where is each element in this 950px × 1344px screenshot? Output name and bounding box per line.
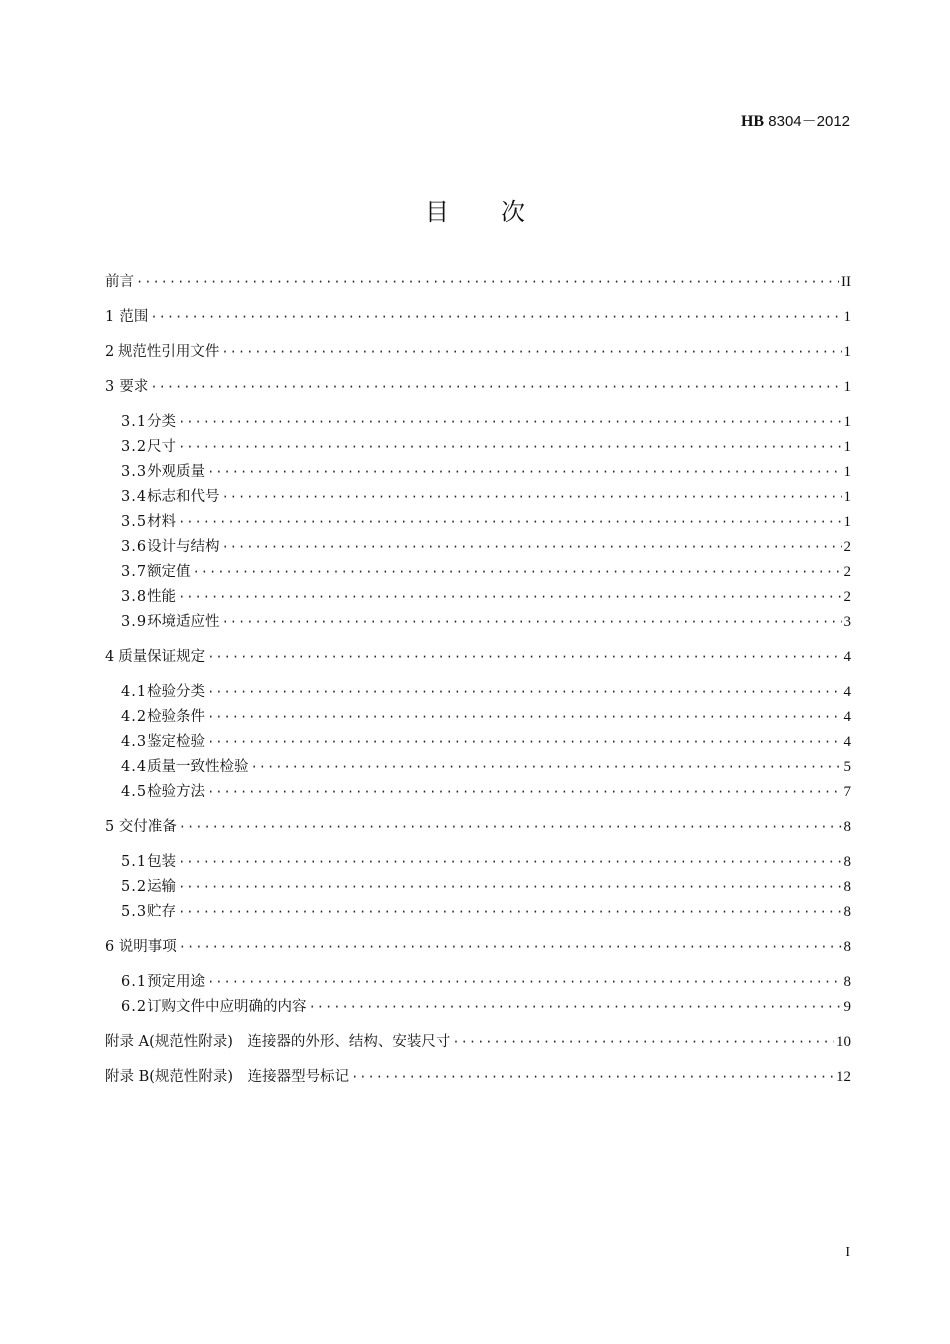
toc-leader-dots <box>179 935 842 960</box>
toc-entry-page: II <box>841 274 851 290</box>
toc-leader-dots <box>207 460 841 485</box>
toc-leader-dots <box>178 435 841 460</box>
toc-entry-page: 1 <box>843 379 851 395</box>
toc-entry[interactable] <box>105 935 851 960</box>
toc-entry[interactable] <box>105 305 851 330</box>
toc-entry[interactable] <box>105 535 851 560</box>
toc-entry-label: 设计与结构 <box>147 539 220 555</box>
toc-entry[interactable] <box>105 730 851 755</box>
toc-leader-dots <box>251 755 842 780</box>
document-code <box>741 110 850 131</box>
toc-entry-number: 3.7 <box>121 564 148 580</box>
toc-entry-page: 8 <box>843 819 851 835</box>
toc-leader-dots <box>178 900 841 925</box>
toc-entry-label: 分类 <box>147 414 177 430</box>
toc-leader-dots <box>207 705 841 730</box>
toc-entry-label: 附录 A(规范性附录) 连接器的外形、结构、安装尺寸 <box>105 1034 451 1050</box>
toc-entry-label: 附录 B(规范性附录) 连接器型号标记 <box>105 1069 350 1085</box>
document-code-prefix: HB <box>740 113 765 130</box>
title-char-1: 目 <box>425 198 449 226</box>
toc-entry-label: 外观质量 <box>147 464 206 480</box>
toc-entry-page: 1 <box>843 514 851 530</box>
toc-entry-number: 3.4 <box>121 489 148 505</box>
toc-entry-label: 交付准备 <box>118 819 177 835</box>
page-number: I <box>845 1245 850 1260</box>
toc-entry-page: 1 <box>843 489 851 505</box>
toc-entry-label: 额定值 <box>147 564 191 580</box>
toc-entry-number: 2 <box>105 344 115 360</box>
toc-leader-dots <box>222 535 842 560</box>
toc-entry-page: 4 <box>843 734 851 750</box>
toc-entry-label: 预定用途 <box>147 974 206 990</box>
toc-entry[interactable] <box>105 510 851 535</box>
toc-leader-dots <box>207 730 841 755</box>
toc-entry[interactable] <box>105 705 851 730</box>
toc-entry-label: 环境适应性 <box>147 614 220 630</box>
toc-entry-label: 规范性引用文件 <box>117 344 220 360</box>
toc-entry-number: 4.1 <box>121 684 148 700</box>
toc-entry-number: 6 <box>105 939 115 955</box>
toc-entry-number: 3.5 <box>121 514 148 530</box>
toc-entry-page: 2 <box>843 589 851 605</box>
toc-entry-page: 2 <box>843 564 851 580</box>
toc-entry-number: 6.1 <box>121 974 148 990</box>
toc-leader-dots <box>178 875 841 900</box>
toc-entry[interactable] <box>105 1030 851 1055</box>
title-char-2: 次 <box>501 198 525 226</box>
toc-entry-page: 8 <box>843 974 851 990</box>
toc-entry-page: 4 <box>843 684 851 700</box>
toc-leader-dots <box>221 340 841 365</box>
toc-leader-dots <box>207 680 841 705</box>
toc-entry-page: 1 <box>843 309 851 325</box>
toc-entry[interactable] <box>105 585 851 610</box>
toc-leader-dots <box>222 610 842 635</box>
toc-leader-dots <box>178 850 841 875</box>
toc-entry-number: 5.2 <box>121 879 148 895</box>
page-title <box>0 192 950 227</box>
toc-entry[interactable] <box>105 1065 851 1090</box>
toc-entry[interactable] <box>105 485 851 510</box>
toc-entry-page: 1 <box>843 344 851 360</box>
toc-leader-dots <box>178 585 841 610</box>
toc-entry-page: 5 <box>843 759 851 775</box>
toc-entry-page: 1 <box>843 439 851 455</box>
toc-entry[interactable] <box>105 780 851 805</box>
toc-entry[interactable] <box>105 435 851 460</box>
toc-leader-dots <box>309 995 842 1020</box>
toc-entry-page: 1 <box>843 414 851 430</box>
toc-entry-page: 7 <box>843 784 851 800</box>
toc-entry-number: 4.2 <box>121 709 148 725</box>
toc-leader-dots <box>207 780 841 805</box>
toc-leader-dots <box>222 485 842 510</box>
toc-entry-page: 8 <box>843 904 851 920</box>
toc-entry[interactable] <box>105 560 851 585</box>
toc-entry[interactable] <box>105 460 851 485</box>
toc-entry-number: 3.8 <box>121 589 148 605</box>
toc-entry[interactable] <box>105 410 851 435</box>
toc-leader-dots <box>193 560 842 585</box>
toc-entry[interactable] <box>105 645 851 670</box>
toc-entry-number: 5.3 <box>121 904 148 920</box>
toc-entry-page: 8 <box>843 939 851 955</box>
toc-entry[interactable] <box>105 850 851 875</box>
toc-entry[interactable] <box>105 340 851 365</box>
toc-entry[interactable] <box>105 900 851 925</box>
toc-entry-number: 5.1 <box>121 854 148 870</box>
toc-entry-label: 检验分类 <box>147 684 206 700</box>
toc-entry-label: 包装 <box>147 854 177 870</box>
toc-entry-label: 订购文件中应明确的内容 <box>147 999 307 1015</box>
toc-leader-dots <box>136 270 839 295</box>
toc-entry-label: 标志和代号 <box>147 489 220 505</box>
toc-entry[interactable] <box>105 610 851 635</box>
toc-leader-dots <box>150 305 841 330</box>
toc-entry[interactable] <box>105 680 851 705</box>
toc-entry-number: 1 <box>105 309 115 325</box>
toc-leader-dots <box>207 645 841 670</box>
toc-entry-label: 鉴定检验 <box>147 734 206 750</box>
toc-entry-page: 10 <box>836 1034 851 1050</box>
toc-entry-page: 2 <box>843 539 851 555</box>
toc-entry-number: 4.4 <box>121 759 148 775</box>
toc-entry-label: 质量保证规定 <box>118 649 206 665</box>
toc-leader-dots <box>178 410 841 435</box>
toc-entry-label: 运输 <box>147 879 177 895</box>
toc-entry-label: 前言 <box>105 274 134 290</box>
toc-entry-page: 4 <box>843 709 851 725</box>
toc-entry-page: 9 <box>843 999 851 1015</box>
toc-entry-label: 尺寸 <box>147 439 177 455</box>
toc-entry-number: 3 <box>105 379 115 395</box>
toc-entry[interactable] <box>105 755 851 780</box>
toc-entry[interactable] <box>105 995 851 1020</box>
toc-leader-dots <box>178 510 841 535</box>
table-of-contents <box>105 270 851 1090</box>
toc-entry-label: 检验方法 <box>147 784 206 800</box>
toc-entry-number: 6.2 <box>121 999 148 1015</box>
toc-entry-page: 1 <box>843 464 851 480</box>
toc-entry-label: 说明事项 <box>118 939 177 955</box>
toc-leader-dots <box>351 1065 834 1090</box>
toc-entry[interactable] <box>105 270 851 295</box>
toc-entry-label: 质量一致性检验 <box>147 759 249 775</box>
toc-entry-number: 3.3 <box>121 464 148 480</box>
toc-leader-dots <box>452 1030 834 1055</box>
toc-entry-label: 范围 <box>119 309 149 325</box>
toc-leader-dots <box>179 815 842 840</box>
toc-entry-number: 3.2 <box>121 439 148 455</box>
toc-entry-label: 贮存 <box>147 904 177 920</box>
toc-entry-label: 检验条件 <box>147 709 206 725</box>
toc-entry-label: 性能 <box>147 589 177 605</box>
toc-entry-number: 3.9 <box>121 614 148 630</box>
toc-entry-number: 5 <box>105 819 115 835</box>
toc-entry[interactable] <box>105 815 851 840</box>
toc-entry-page: 8 <box>843 879 851 895</box>
toc-entry-page: 4 <box>843 649 851 665</box>
toc-leader-dots <box>207 970 841 995</box>
toc-entry-label: 要求 <box>119 379 149 395</box>
toc-leader-dots <box>150 375 841 400</box>
toc-entry[interactable] <box>105 875 851 900</box>
document-code-number: 8304－2012 <box>764 113 850 130</box>
toc-entry-page: 12 <box>836 1069 851 1085</box>
toc-entry-number: 4.3 <box>121 734 148 750</box>
toc-entry-page: 8 <box>843 854 851 870</box>
toc-entry-number: 3.1 <box>121 414 148 430</box>
toc-entry-number: 4 <box>105 649 115 665</box>
toc-entry-page: 3 <box>843 614 851 630</box>
toc-entry[interactable] <box>105 375 851 400</box>
toc-entry-label: 材料 <box>147 514 177 530</box>
toc-entry[interactable] <box>105 970 851 995</box>
toc-entry-number: 4.5 <box>121 784 148 800</box>
toc-entry-number: 3.6 <box>121 539 148 555</box>
